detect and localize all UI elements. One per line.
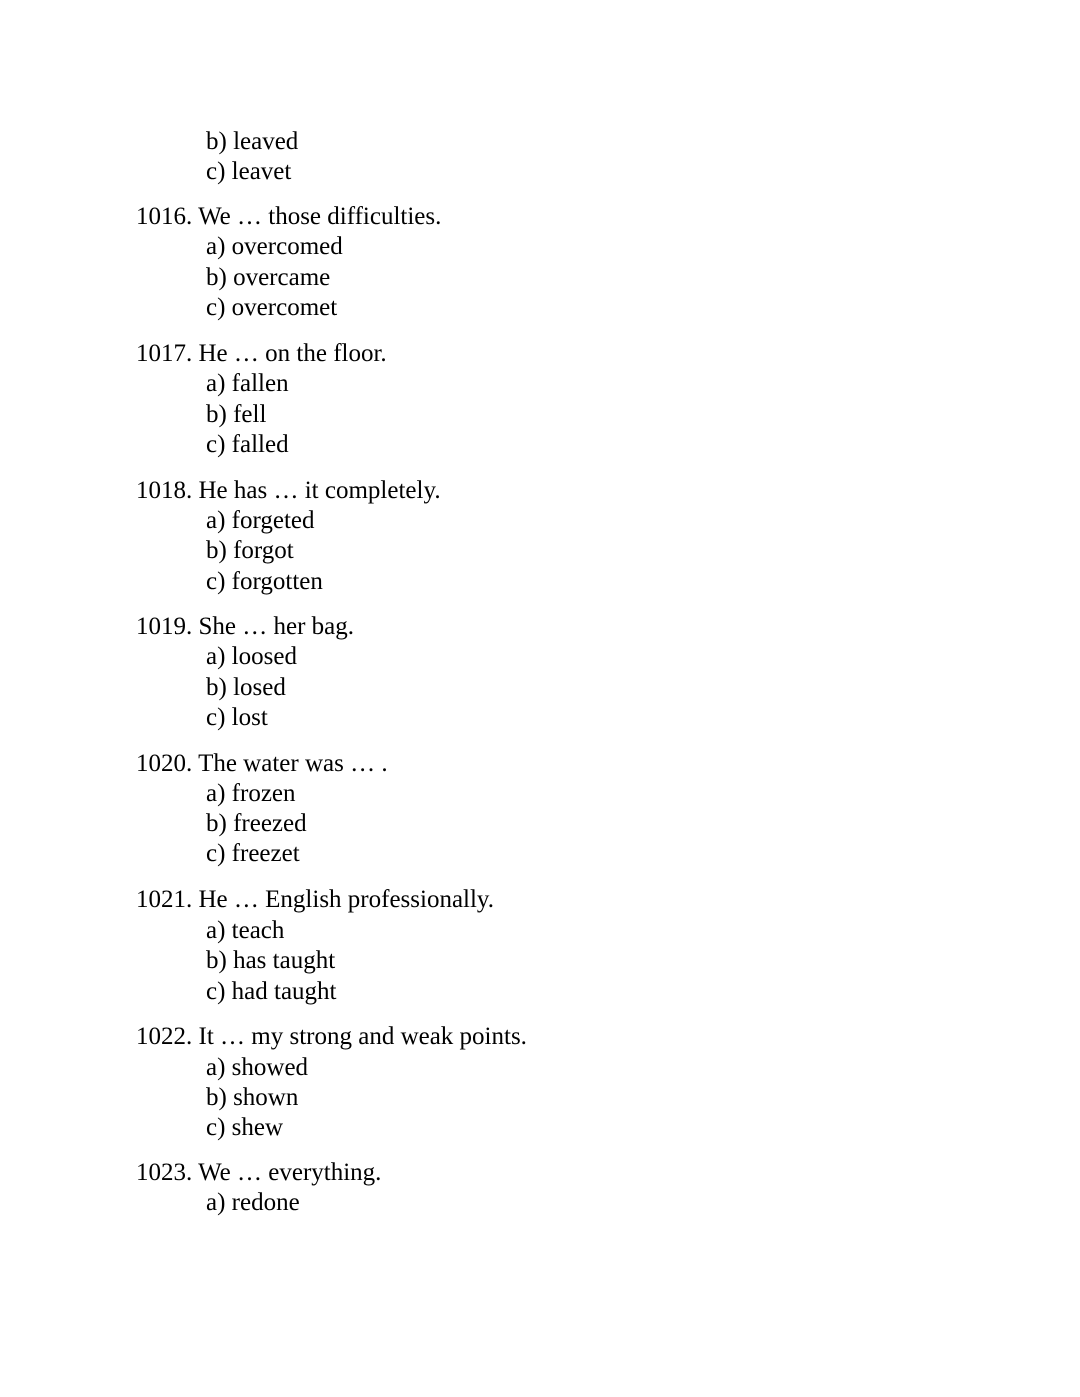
question-text: He … English professionally. [198, 886, 495, 913]
option: b) has taught [206, 947, 336, 974]
option: b) losed [206, 674, 286, 701]
option: a) teach [206, 917, 285, 944]
question-1019 [136, 612, 354, 642]
option: c) freezet [206, 840, 300, 867]
question-number: 1017. [136, 340, 193, 367]
option: a) fallen [206, 370, 289, 397]
option: a) showed [206, 1054, 309, 1081]
option: c) had taught [206, 978, 337, 1005]
question-text: He has … it completely. [198, 477, 441, 504]
question-1016 [136, 202, 441, 232]
question-text: The water was … . [198, 750, 388, 777]
question-1023 [136, 1158, 381, 1188]
question-1020 [136, 749, 388, 779]
option: a) loosed [206, 643, 297, 670]
option: b) shown [206, 1084, 299, 1111]
question-number: 1021. [136, 886, 193, 913]
question-text: It … my strong and weak points. [198, 1023, 527, 1050]
option: c) forgotten [206, 568, 323, 595]
option: a) redone [206, 1189, 300, 1216]
option: b) overcame [206, 264, 331, 291]
question-text: We … those difficulties. [198, 203, 442, 230]
question-number: 1023. [136, 1159, 193, 1186]
question-1018 [136, 476, 441, 506]
option: a) frozen [206, 780, 296, 807]
continued-option-c: c) leavet [206, 158, 292, 185]
question-text: We … everything. [198, 1159, 382, 1186]
question-1022 [136, 1022, 527, 1052]
question-number: 1016. [136, 203, 193, 230]
question-1021 [136, 885, 494, 915]
option: b) fell [206, 401, 267, 428]
option: a) forgeted [206, 507, 315, 534]
option: a) overcomed [206, 233, 343, 260]
option: b) forgot [206, 537, 294, 564]
question-number: 1019. [136, 613, 193, 640]
question-number: 1020. [136, 750, 193, 777]
option: b) freezed [206, 810, 307, 837]
option: c) falled [206, 431, 289, 458]
continued-option-b: b) leaved [206, 128, 299, 155]
option: c) lost [206, 704, 268, 731]
option: c) overcomet [206, 294, 338, 321]
question-1017 [136, 339, 387, 369]
question-number: 1022. [136, 1023, 193, 1050]
question-number: 1018. [136, 477, 193, 504]
question-text: She … her bag. [198, 613, 355, 640]
option: c) shew [206, 1114, 284, 1141]
question-text: He … on the floor. [198, 340, 387, 367]
